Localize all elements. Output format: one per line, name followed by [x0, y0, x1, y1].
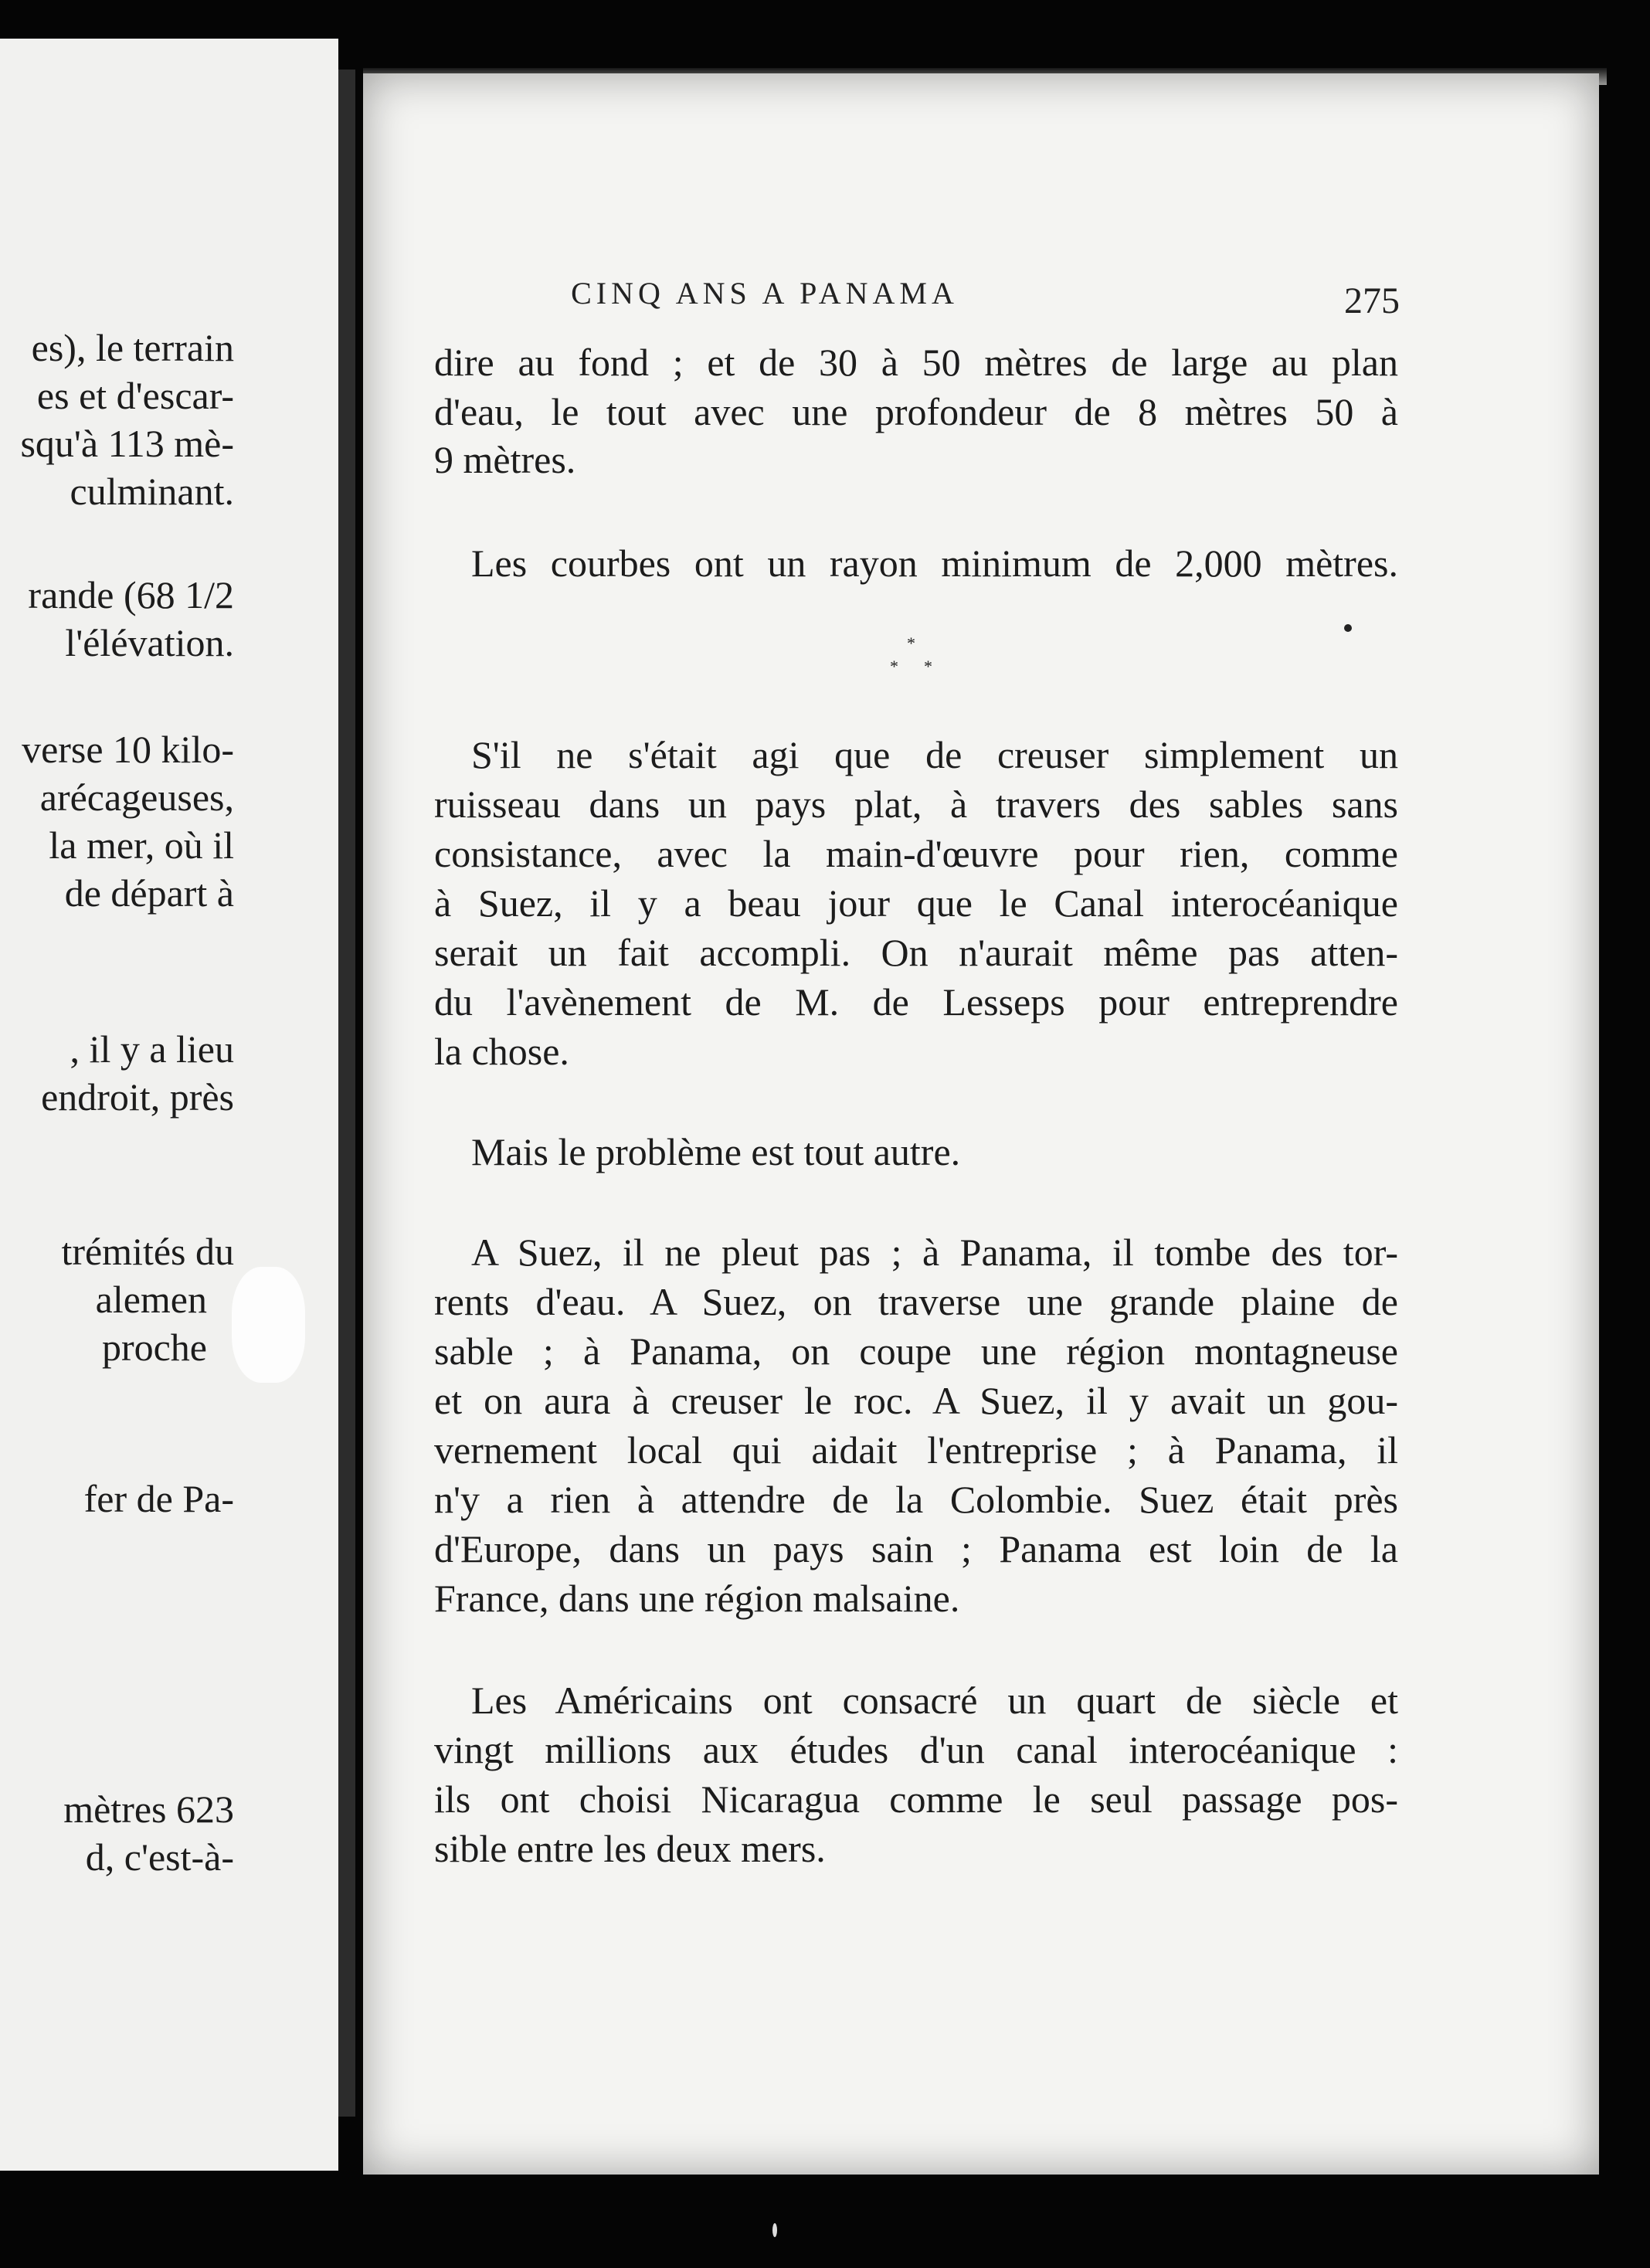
ink-speck: [772, 2223, 777, 2237]
left-line: la mer, où il: [49, 823, 234, 867]
text-line: sible entre les deux mers.: [434, 1827, 826, 1870]
text-line: vingt millions aux études d'un canal interocéanique :: [434, 1728, 1398, 1771]
text-line: n'y a rien à attendre de la Colombie. Suez était près: [434, 1478, 1398, 1521]
book-gutter: [338, 70, 355, 2117]
text-line: consistance, avec la main-d'œuvre pour rien, comme: [434, 832, 1398, 875]
left-line: trémités du: [61, 1230, 234, 1273]
text-line: dire au fond ; et de 30 à 50 mètres de large au plan: [434, 341, 1398, 384]
text-line: du l'avènement de M. de Lesseps pour entreprendre: [434, 980, 1398, 1024]
left-line: l'élévation.: [65, 621, 234, 664]
text-line: Les courbes ont un rayon minimum de 2,000 mètres.: [471, 542, 1398, 585]
left-line: arécageuses,: [39, 776, 234, 819]
left-line: proche: [101, 1326, 207, 1369]
left-line: squ'à 113 mè-: [20, 422, 234, 465]
ink-speck: [1344, 624, 1352, 632]
text-line: à Suez, il y a beau jour que le Canal interocéanique: [434, 881, 1398, 925]
left-line: es), le terrain: [31, 326, 234, 369]
left-line: mètres 623: [63, 1788, 234, 1831]
text-line: Les Américains ont consacré un quart de siècle et: [471, 1679, 1398, 1722]
left-page-fragment: [0, 39, 338, 2171]
left-line: de départ à: [64, 871, 234, 915]
left-line: d, c'est-à-: [85, 1835, 234, 1879]
text-line: sable ; à Panama, on coupe une région montagneuse: [434, 1329, 1398, 1373]
text-line: d'eau, le tout avec une profondeur de 8 mètres 50 à: [434, 390, 1398, 433]
text-line: Mais le problème est tout autre.: [471, 1130, 961, 1173]
asterism-star: *: [924, 657, 932, 676]
text-line: A Suez, il ne pleut pas ; à Panama, il tombe des tor-: [471, 1231, 1398, 1274]
text-line: vernement local qui aidait l'entreprise ; à Panama, il: [434, 1428, 1398, 1472]
left-line: alemen: [95, 1278, 207, 1321]
text-line: serait un fait accompli. On n'aurait même pas atten-: [434, 931, 1398, 974]
paper-damage-spot: [232, 1267, 305, 1383]
asterism-star: *: [907, 633, 915, 653]
left-line: culminant.: [70, 470, 234, 513]
page-number: 275: [1344, 280, 1400, 321]
left-line: rande (68 1/2: [28, 573, 234, 616]
left-line: fer de Pa-: [83, 1477, 234, 1520]
text-line: et on aura à creuser le roc. A Suez, il y avait un gou-: [434, 1379, 1398, 1422]
text-line: d'Europe, dans un pays sain ; Panama est loin de la: [434, 1527, 1398, 1570]
running-head: CINQ ANS A PANAMA: [571, 276, 959, 311]
section-asterism: [870, 633, 963, 703]
text-line: la chose.: [434, 1030, 569, 1073]
text-line: S'il ne s'était agi que de creuser simplement un: [471, 733, 1398, 776]
left-line: verse 10 kilo-: [22, 728, 234, 771]
text-line: rents d'eau. A Suez, on traverse une grande plaine de: [434, 1280, 1398, 1323]
text-line: ruisseau dans un pays plat, à travers des sables sans: [434, 783, 1398, 826]
left-line: endroit, près: [41, 1075, 234, 1119]
text-line: ils ont choisi Nicaragua comme le seul passage pos-: [434, 1777, 1398, 1821]
text-line: 9 mètres.: [434, 438, 576, 481]
text-line: France, dans une région malsaine.: [434, 1577, 960, 1620]
asterism-star: *: [890, 657, 898, 676]
left-line: , il y a lieu: [70, 1027, 234, 1071]
left-line: es et d'escar-: [36, 374, 234, 417]
